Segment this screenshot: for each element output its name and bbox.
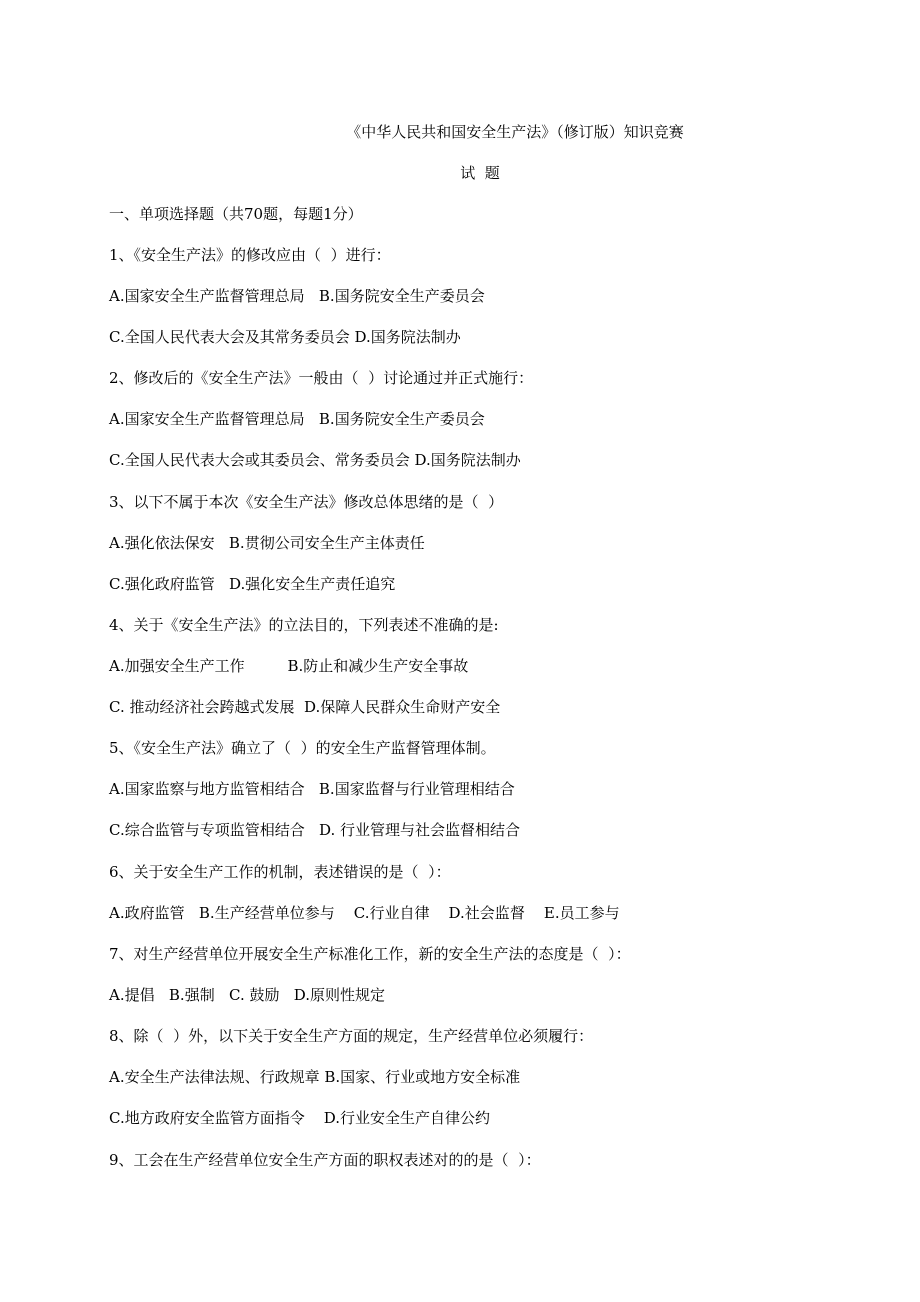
question-4: 4、关于《安全生产法》的立法目的，下列表述不准确的是:: [109, 616, 499, 634]
section-heading: 一、单项选择题（共70题，每题1分）: [109, 205, 363, 223]
question-6: 6、关于安全生产工作的机制，表述错误的是（ ）：: [109, 863, 451, 881]
question-5: 5、《安全生产法》确立了（ ）的安全生产监督管理体制。: [109, 739, 496, 757]
question-1-options-ab: A.国家安全生产监督管理总局 B.国务院安全生产委员会: [109, 287, 485, 305]
question-3-options-ab: A.强化依法保安 B.贯彻公司安全生产主体责任: [109, 534, 425, 552]
document-subtitle: 试 题: [460, 164, 500, 182]
document-title: 《中华人民共和国安全生产法》（修订版）知识竞赛: [346, 123, 684, 141]
question-5-options-ab: A.国家监察与地方监管相结合 B.国家监督与行业管理相结合: [109, 780, 515, 798]
question-1-options-cd: C.全国人民代表大会及其常务委员会 D.国务院法制办: [109, 328, 461, 346]
question-7-options: A.提倡 B.强制 C. 鼓励 D.原则性规定: [109, 986, 386, 1004]
question-8-options-cd: C.地方政府安全监管方面指令 D.行业安全生产自律公约: [109, 1109, 491, 1127]
question-1: 1、《安全生产法》的修改应由（ ）进行：: [109, 246, 391, 264]
question-7: 7、对生产经营单位开展安全生产标准化工作，新的安全生产法的态度是（ ）：: [109, 945, 631, 963]
question-4-options-ab: A.加强安全生产工作 B.防止和减少生产安全事故: [109, 657, 469, 675]
question-2: 2、修改后的《安全生产法》一般由（ ）讨论通过并正式施行：: [109, 369, 534, 387]
question-9: 9、工会在生产经营单位安全生产方面的职权表述对的的是（ ）：: [109, 1151, 541, 1169]
question-8-options-ab: A.安全生产法律法规、行政规章 B.国家、行业或地方安全标准: [109, 1068, 521, 1086]
question-4-options-cd: C. 推动经济社会跨越式发展 D.保障人民群众生命财产安全: [109, 698, 501, 716]
question-3-options-cd: C.强化政府监管 D.强化安全生产责任追究: [109, 575, 396, 593]
question-5-options-cd: C.综合监管与专项监管相结合 D. 行业管理与社会监督相结合: [109, 821, 521, 839]
question-2-options-ab: A.国家安全生产监督管理总局 B.国务院安全生产委员会: [109, 410, 485, 428]
question-3: 3、以下不属于本次《安全生产法》修改总体思绪的是（ ）: [109, 493, 504, 511]
question-2-options-cd: C.全国人民代表大会或其委员会、常务委员会 D.国务院法制办: [109, 451, 521, 469]
question-6-options: A.政府监管 B.生产经营单位参与 C.行业自律 D.社会监督 E.员工参与: [109, 904, 620, 922]
question-8: 8、除（ ）外，以下关于安全生产方面的规定，生产经营单位必须履行：: [109, 1027, 594, 1045]
